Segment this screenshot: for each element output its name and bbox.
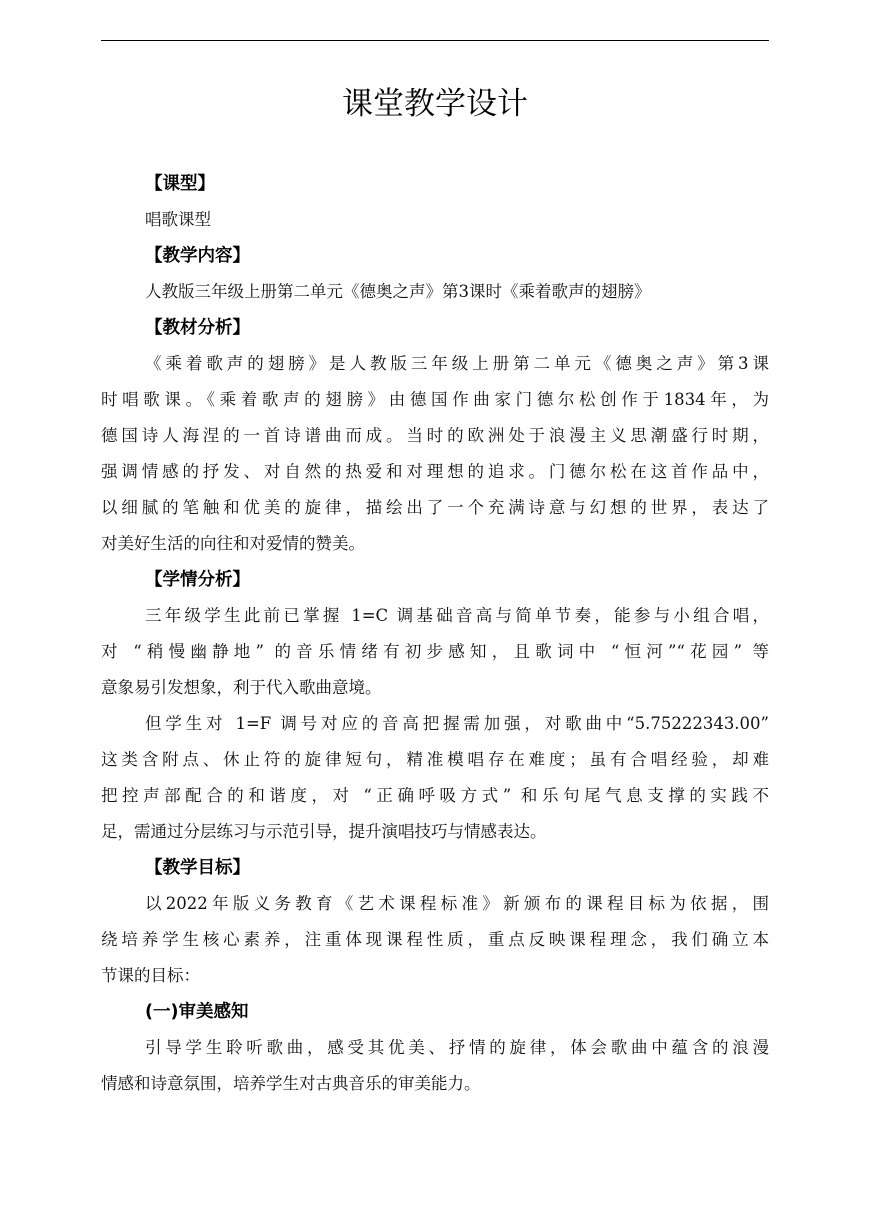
paragraph-line: 三年级学生此前已掌握 1=C 调基础音高与简单节奏，能参与小组合唱， (145, 606, 769, 625)
section-heading-teaching-goals: 【教学目标】 (145, 858, 250, 878)
section-heading-student-analysis: 【学情分析】 (145, 570, 250, 590)
paragraph-line: 这类含附点、休止符的旋律短句，精准模唱存在难度；虽有合唱经验，却难 (101, 750, 769, 769)
paragraph-line: 以2022年版义务教育《艺术课程标准》新颁布的课程目标为依据，围 (145, 894, 769, 913)
subsection-heading-aesthetic-perception: (一)审美感知 (145, 1002, 249, 1022)
paragraph-line: 绕培养学生核心素养，注重体现课程性质，重点反映课程理念，我们确立本 (101, 930, 769, 949)
paragraph-line: 《乘着歌声的翅膀》是人教版三年级上册第二单元《德奥之声》第3课 (145, 354, 769, 373)
section-heading-content: 【教学内容】 (145, 246, 250, 266)
paragraph-line: 节课的目标： (101, 966, 200, 985)
header-rule (101, 40, 769, 41)
paragraph-line: 对 “稍慢幽静地” 的音乐情绪有初步感知，且歌词中 “恒河”“花园” 等 (101, 642, 769, 661)
section-heading-lesson-type: 【课型】 (145, 174, 215, 194)
section-heading-material-analysis: 【教材分析】 (145, 318, 250, 338)
paragraph-line: 情感和诗意氛围，培养学生对古典音乐的审美能力。 (101, 1074, 481, 1093)
paragraph-line: 以细腻的笔触和优美的旋律，描绘出了一个充满诗意与幻想的世界，表达了 (101, 498, 769, 517)
paragraph-line: 德国诗人海涅的一首诗谱曲而成。当时的欧洲处于浪漫主义思潮盛行时期， (101, 426, 769, 445)
document-title: 课堂教学设计 (342, 86, 528, 122)
paragraph-line: 人教版三年级上册第二单元《德奥之声》第3课时《乘着歌声的翅膀》 (145, 282, 651, 301)
paragraph-line: 足，需通过分层练习与示范引导，提升演唱技巧与情感表达。 (101, 822, 547, 841)
paragraph-line: 引导学生聆听歌曲，感受其优美、抒情的旋律，体会歌曲中蕴含的浪漫 (145, 1038, 769, 1057)
paragraph-line: 唱歌课型 (145, 210, 211, 229)
document-body (101, 166, 769, 1102)
paragraph-line: 意象易引发想象，利于代入歌曲意境。 (101, 678, 382, 697)
paragraph-line: 强调情感的抒发、对自然的热爱和对理想的追求。门德尔松在这首作品中， (101, 462, 769, 481)
paragraph-line: 对美好生活的向往和对爱情的赞美。 (101, 534, 365, 553)
paragraph-line: 把控声部配合的和谐度，对 “正确呼吸方式” 和乐句尾气息支撑的实践不 (101, 786, 769, 805)
paragraph-line: 但学生对 1=F 调号对应的音高把握需加强，对歌曲中“5.75222343.00” (145, 714, 769, 733)
paragraph-line: 时唱歌课。《乘着歌声的翅膀》由德国作曲家门德尔松创作于1834年，为 (101, 390, 769, 409)
